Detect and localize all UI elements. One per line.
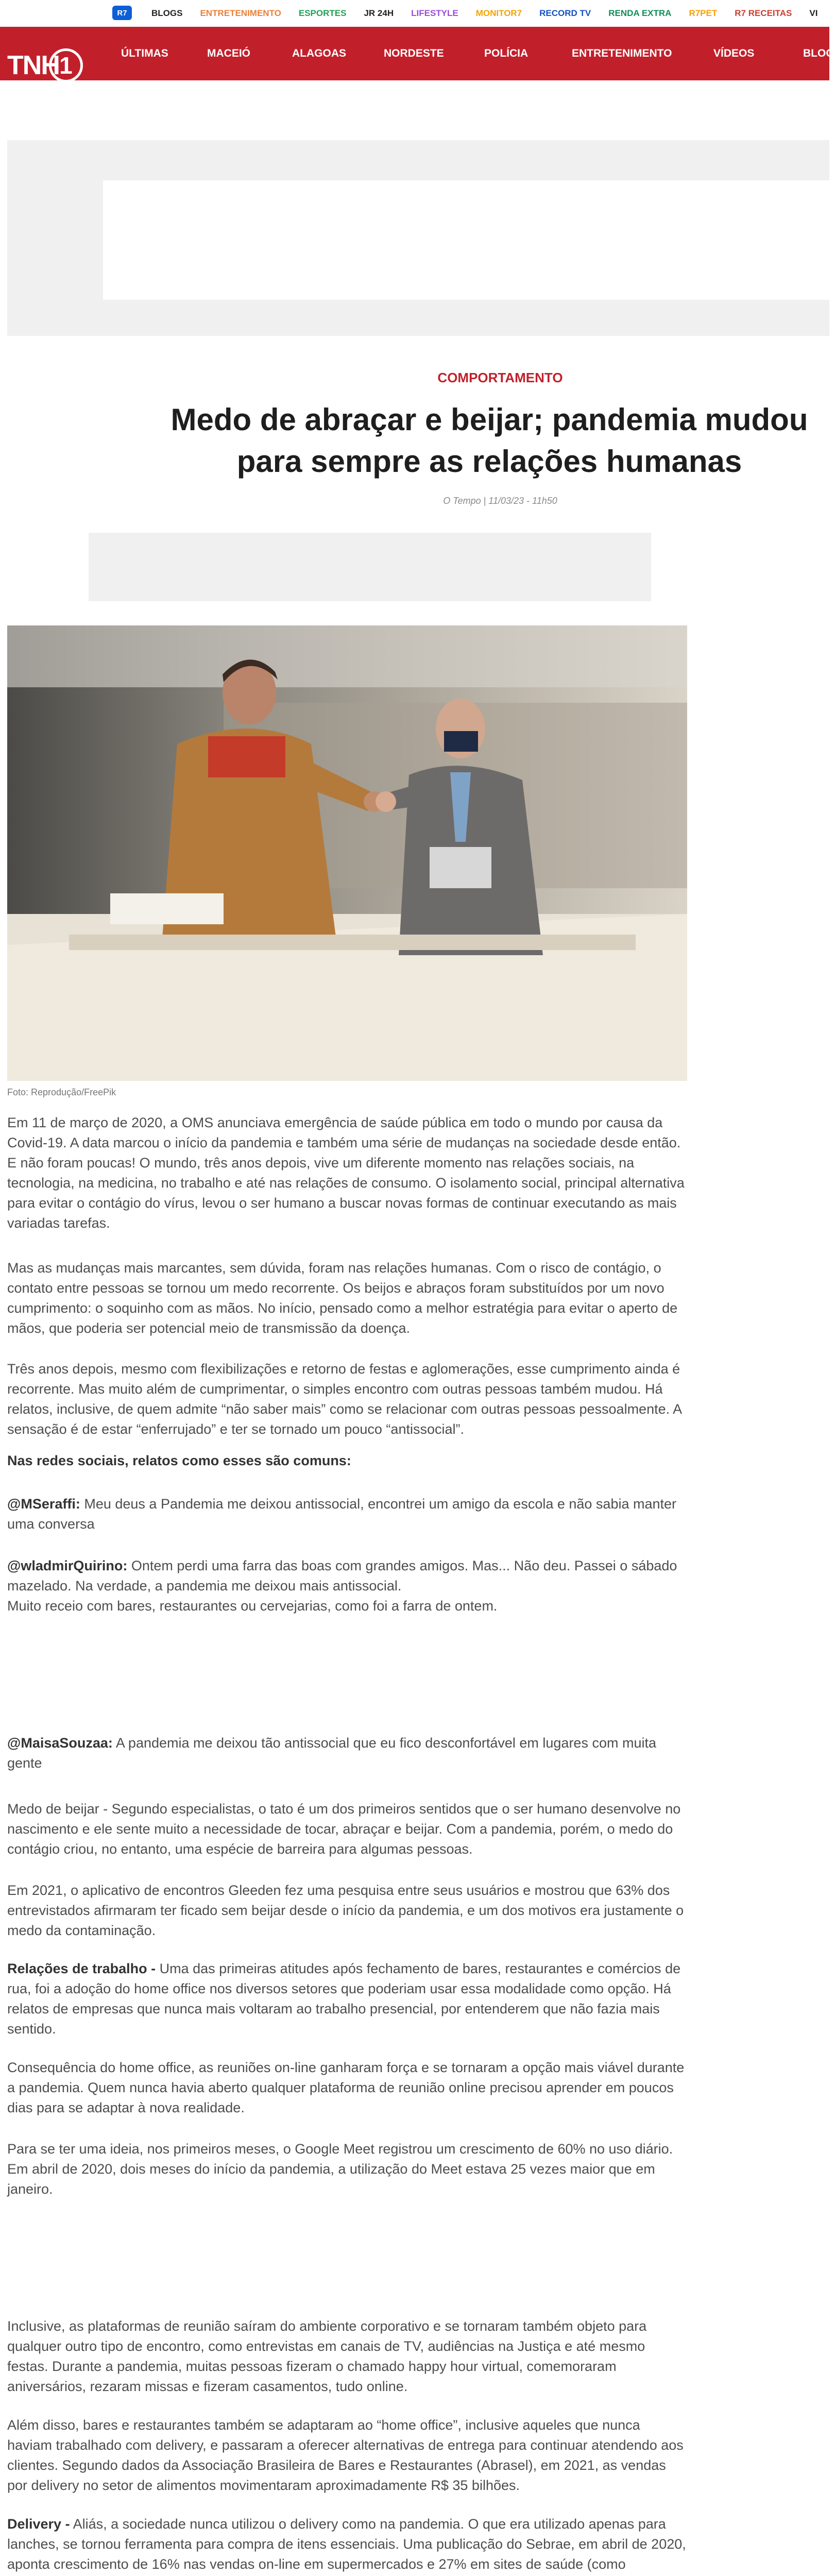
portal-link-more[interactable]: VI	[809, 8, 818, 18]
portal-link-blogs[interactable]: BLOGS	[151, 8, 183, 18]
nav-item-policia[interactable]: POLÍCIA	[484, 47, 529, 59]
nav-item-maceio[interactable]: MACEIÓ	[207, 47, 250, 59]
social-quote	[7, 1494, 687, 1534]
social-quote-continued: Muito receio com bares, restaurantes ou cervejarias, como foi a farra de ontem.	[7, 1598, 498, 1614]
portal-link-jr24h[interactable]: JR 24H	[364, 8, 394, 18]
photo-caption: Foto: Reprodução/FreePik	[7, 1087, 116, 1097]
nav-item-ultimas[interactable]: ÚLTIMAS	[121, 47, 168, 59]
section-tag[interactable]: COMPORTAMENTO	[437, 370, 563, 385]
ad-slot-top[interactable]	[103, 180, 829, 300]
ad-banner-mid[interactable]	[89, 533, 651, 601]
article-photo	[7, 625, 687, 1081]
article-paragraph: Mas as mudanças mais marcantes, sem dúvida, foram nas relações humanas. Com o risco de contágio, o contato entre pessoas se tornou um medo recorrente. Os beijos e abraços foram substituídos por um novo cumprimento: o soquinho com as mãos. No início, pensado como a melhor estratégia para evitar o aperto de mãos, que poderia ser potencial meio de transmissão da doença.	[7, 1260, 678, 1336]
article-paragraph: Consequência do home office, as reuniões on-line ganharam força e se tornaram a opção mais viável durante a pandemia. Quem nunca havia aberto qualquer plataforma de reunião online precisou aprender em poucos dias para se adaptar à nova realidade.	[7, 2060, 685, 2115]
portal-link-r7pet[interactable]: R7PET	[689, 8, 718, 18]
portal-link-esportes[interactable]: ESPORTES	[298, 8, 347, 18]
social-heading: Nas redes sociais, relatos como esses são comuns:	[7, 1453, 351, 1468]
article-paragraph: Em 2021, o aplicativo de encontros Gleeden fez uma pesquisa entre seus usuários e mostrou que 63% dos entrevistados afirmaram ter ficado sem beijar desde o início da pandemia, e um dos motivos era justamente o medo da contaminação.	[7, 1883, 684, 1938]
nav-item-alagoas[interactable]: ALAGOAS	[292, 47, 346, 59]
article-paragraph: Além disso, bares e restaurantes também se adaptaram ao “home office”, inclusive aqueles que nunca haviam trabalhado com delivery, e passaram a oferecer alternativas de entrega para continuar atendendo aos clientes. Segundo dados da Associação Brasileira de Bares e Restaurantes (Abrasel), em 2021, as vendas por delivery no setor de alimentos movimentaram aproximadamente R$ 35 bilhões.	[7, 2417, 684, 2493]
social-quote	[7, 1556, 687, 1596]
nav-item-nordeste[interactable]: NORDESTE	[384, 47, 444, 59]
portal-link-monitor7[interactable]: MONITOR7	[475, 8, 522, 18]
logo-text: TNH	[7, 50, 59, 80]
article-paragraph: Para se ter uma ideia, nos primeiros meses, o Google Meet registrou um crescimento de 60% no uso diário. Em abril de 2020, dois meses do início da pandemia, a utilização do Meet estava 25 vezes maior que em janeiro.	[7, 2141, 673, 2197]
paragraph-lead: Relações de trabalho -	[7, 1961, 156, 1976]
portal-top-bar	[0, 0, 829, 27]
portal-link-record-tv[interactable]: RECORD TV	[539, 8, 591, 18]
portal-links	[151, 0, 835, 27]
quote-handle[interactable]: @MSeraffi:	[7, 1496, 80, 1512]
portal-link-renda-extra[interactable]: RENDA EXTRA	[608, 8, 672, 18]
paragraph-text: Aliás, a sociedade nunca utilizou o delivery como na pandemia. O que era utilizado apenas para lanches, se tornou ferramenta para compra de itens essenciais. Uma publicação do Sebrae, em abril de 2020, aponta crescimento de 16% nas vendas on-line em supermercados e 27% em sites de saúde (como	[7, 2516, 686, 2572]
nav-item-entretenimento[interactable]: ENTRETENIMENTO	[572, 47, 672, 59]
article-title: Medo de abraçar e beijar; pandemia mudou para sempre as relações humanas	[171, 402, 808, 479]
article-paragraph: Em 11 de março de 2020, a OMS anunciava emergência de saúde pública em todo o mundo por causa da Covid-19. A data marcou o início da pandemia e também uma série de mudanças na sociedade desde então. E não foram poucas! O mundo, três anos depois, vive um diferente momento nas relações sociais, na tecnologia, na medicina, no trabalho e até nas relações de consumo. O isolamento social, principal alternativa para evitar o contágio do vírus, levou o ser humano a buscar novas formas de continuar executando as mais variadas tarefas.	[7, 1115, 685, 1231]
ad-banner-top	[7, 140, 829, 336]
article-byline: O Tempo | 11/03/23 - 11h50	[443, 496, 557, 506]
quote-handle[interactable]: @MaisaSouzaa:	[7, 1735, 113, 1751]
paragraph-lead: Delivery -	[7, 2516, 70, 2532]
logo-number: 1	[49, 48, 83, 82]
article-paragraph: Três anos depois, mesmo com flexibilizações e retorno de festas e aglomerações, esse cumprimento ainda é recorrente. Mas muito além de cumprimentar, o simples encontro com outras pessoas também mudou. Há relatos, inclusive, de quem admite “não saber mais” como se relacionar com outras pessoas pessoalmente. A sensação é de estar “enferrujado” e ter se tornado um pouco “antissocial”.	[7, 1361, 681, 1437]
portal-link-entretenimento[interactable]: ENTRETENIMENTO	[200, 8, 281, 18]
tnh1-logo[interactable]	[7, 47, 83, 83]
portal-link-lifestyle[interactable]: LIFESTYLE	[411, 8, 458, 18]
article-paragraph: Inclusive, as plataformas de reunião saíram do ambiente corporativo e se tornaram também objeto para qualquer outro tipo de encontro, como entrevistas em canais de TV, audiências na Justiça e até mesmo festas. Durante a pandemia, muitas pessoas fizeram o chamado happy hour virtual, comemoraram aniversários, rezaram missas e fizeram casamentos, tudo online.	[7, 2318, 647, 2394]
article-paragraph	[7, 1959, 687, 2039]
quote-text: A pandemia me deixou tão antissocial que eu fico desconfortável em lugares com muita gente	[7, 1735, 656, 1771]
quote-text: Meu deus a Pandemia me deixou antissocial, encontrei um amigo da escola e não sabia manter uma conversa	[7, 1496, 677, 1532]
nav-item-videos[interactable]: VÍDEOS	[713, 47, 755, 59]
quote-handle[interactable]: @wladmirQuirino:	[7, 1558, 128, 1573]
social-quote	[7, 1733, 687, 1773]
article-paragraph: Medo de beijar - Segundo especialistas, o tato é um dos primeiros sentidos que o ser humano desenvolve no nascimento e ele sente muito a necessidade de tocar, abraçar e beijar. Com a pandemia, porém, o medo do contágio criou, no entanto, uma espécie de barreira para algumas pessoas.	[7, 1801, 681, 1857]
quote-text: Ontem perdi uma farra das boas com grandes amigos. Mas... Não deu. Passei o sábado mazelado. Na verdade, a pandemia me deixou mais antissocial.	[7, 1558, 677, 1594]
nav-item-blog[interactable]: BLOG	[803, 47, 834, 59]
photo-illustration	[7, 625, 687, 1081]
article-paragraph	[7, 2514, 687, 2576]
r7-logo[interactable]: R7	[112, 6, 132, 20]
portal-link-r7-receitas[interactable]: R7 RECEITAS	[735, 8, 792, 18]
paragraph-text: Uma das primeiras atitudes após fechamento de bares, restaurantes e comércios de rua, foi a adoção do home office nos diversos setores que poderiam usar essa modalidade como opção. Há relatos de empresas que nunca mais voltaram ao trabalho presencial, por entenderem que não fazia mais sentido.	[7, 1961, 681, 2037]
